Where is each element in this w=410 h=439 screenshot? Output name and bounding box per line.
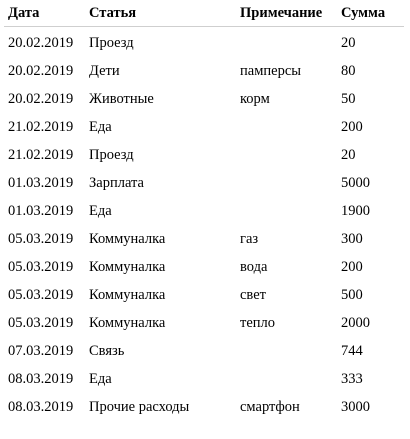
cell-amount: 50 <box>341 91 356 107</box>
cell-date: 05.03.2019 <box>8 259 74 275</box>
cell-amount: 200 <box>341 259 363 275</box>
table-row <box>0 141 410 169</box>
table-row <box>0 393 410 421</box>
table-row <box>0 309 410 337</box>
table-row <box>0 337 410 365</box>
header-category: Статья <box>89 5 137 21</box>
cell-date: 20.02.2019 <box>8 91 74 107</box>
cell-category: Проезд <box>89 35 134 51</box>
cell-amount: 5000 <box>341 175 370 191</box>
table-header-row <box>0 0 410 26</box>
cell-note: свет <box>240 287 266 303</box>
table-row <box>0 113 410 141</box>
table-row <box>0 197 410 225</box>
cell-date: 05.03.2019 <box>8 231 74 247</box>
cell-date: 05.03.2019 <box>8 287 74 303</box>
cell-date: 21.02.2019 <box>8 119 74 135</box>
cell-category: Еда <box>89 119 112 135</box>
cell-date: 20.02.2019 <box>8 35 74 51</box>
cell-amount: 1900 <box>341 203 370 219</box>
cell-category: Коммуналка <box>89 231 166 247</box>
cell-amount: 744 <box>341 343 363 359</box>
cell-note: вода <box>240 259 268 275</box>
cell-amount: 200 <box>341 119 363 135</box>
cell-category: Еда <box>89 371 112 387</box>
table-row <box>0 57 410 85</box>
table-row <box>0 29 410 57</box>
header-note: Примечание <box>240 5 323 21</box>
table-row <box>0 281 410 309</box>
cell-category: Коммуналка <box>89 259 166 275</box>
cell-note: газ <box>240 231 259 247</box>
cell-category: Коммуналка <box>89 315 166 331</box>
table-row <box>0 225 410 253</box>
cell-date: 01.03.2019 <box>8 175 74 191</box>
cell-date: 07.03.2019 <box>8 343 74 359</box>
cell-amount: 2000 <box>341 315 370 331</box>
cell-category: Еда <box>89 203 112 219</box>
cell-note: памперсы <box>240 63 301 79</box>
header-divider <box>4 26 404 27</box>
cell-amount: 20 <box>341 35 356 51</box>
cell-date: 21.02.2019 <box>8 147 74 163</box>
table-row <box>0 365 410 393</box>
header-amount: Сумма <box>341 5 386 21</box>
cell-category: Проезд <box>89 147 134 163</box>
cell-amount: 80 <box>341 63 356 79</box>
cell-date: 05.03.2019 <box>8 315 74 331</box>
cell-category: Связь <box>89 343 125 359</box>
cell-amount: 20 <box>341 147 356 163</box>
cell-amount: 3000 <box>341 399 370 415</box>
cell-category: Прочие расходы <box>89 399 190 415</box>
cell-date: 20.02.2019 <box>8 63 74 79</box>
table-row <box>0 253 410 281</box>
cell-category: Дети <box>89 63 120 79</box>
cell-date: 01.03.2019 <box>8 203 74 219</box>
cell-note: корм <box>240 91 270 107</box>
cell-amount: 300 <box>341 231 363 247</box>
cell-note: смартфон <box>240 399 300 415</box>
header-date: Дата <box>8 5 40 21</box>
cell-category: Коммуналка <box>89 287 166 303</box>
cell-amount: 500 <box>341 287 363 303</box>
table-row <box>0 85 410 113</box>
cell-category: Зарплата <box>89 175 144 191</box>
cell-date: 08.03.2019 <box>8 399 74 415</box>
cell-note: тепло <box>240 315 276 331</box>
table-row <box>0 169 410 197</box>
cell-category: Животные <box>89 91 154 107</box>
cell-amount: 333 <box>341 371 363 387</box>
cell-date: 08.03.2019 <box>8 371 74 387</box>
